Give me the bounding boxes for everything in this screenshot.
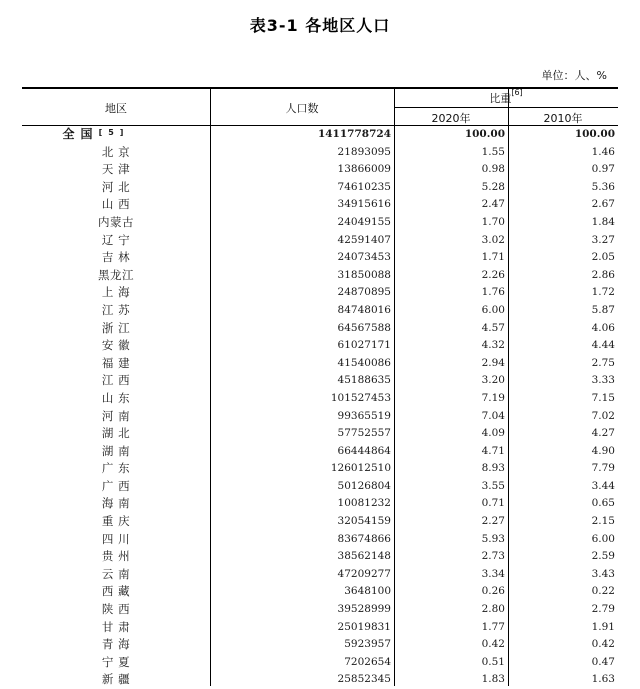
share-2010-cell: 1.63: [591, 673, 615, 686]
region-name-cell: 湖 南: [101, 443, 131, 458]
region-name-cell: 甘 肃: [101, 619, 131, 634]
region-name-cell: 吉 林: [101, 250, 131, 265]
share-2020-cell: 5.28: [481, 180, 505, 193]
share-2010-cell: 4.44: [591, 339, 615, 352]
table-row: [22, 372, 618, 390]
table-row: [22, 337, 618, 355]
region-name-cell: 江 苏: [101, 302, 131, 317]
header-population: 人口数: [285, 102, 319, 115]
table-row: [22, 284, 618, 302]
share-2020-cell: 2.73: [481, 550, 505, 563]
table-row: [22, 214, 618, 232]
share-2010-cell: 2.05: [591, 251, 615, 264]
share-2010-cell: 4.27: [591, 427, 615, 440]
table-row: [22, 478, 618, 496]
population-cell: 31850088: [337, 268, 391, 281]
population-cell: 126012510: [330, 462, 391, 475]
population-cell: 41540086: [337, 356, 391, 369]
share-2020-cell: 7.04: [481, 409, 505, 422]
share-2020-cell: 3.55: [481, 479, 505, 492]
table-row: [22, 601, 618, 619]
table-row: [22, 196, 618, 214]
region-name-cell: 江 西: [101, 373, 131, 388]
header-region: 地区: [105, 102, 127, 115]
share-2010-cell: 0.42: [591, 638, 615, 651]
share-2010-cell: 2.15: [591, 515, 615, 528]
region-name-cell: 安 徽: [101, 338, 131, 353]
share-2010-cell: 100.00: [574, 128, 615, 140]
share-2010-cell: 3.27: [591, 233, 615, 246]
population-cell: 45188635: [337, 374, 391, 387]
share-2020-cell: 1.70: [481, 215, 505, 228]
table-row: [22, 583, 618, 601]
region-rows: [22, 144, 618, 689]
table-row: [22, 619, 618, 637]
population-cell: 39528999: [337, 603, 391, 616]
share-2010-cell: 2.67: [591, 198, 615, 211]
share-2020-cell: 3.02: [481, 233, 505, 246]
share-2010-cell: 2.75: [591, 356, 615, 369]
share-2020-cell: 2.94: [481, 356, 505, 369]
share-2020-cell: 5.93: [481, 532, 505, 545]
region-name-cell: 海 南: [101, 496, 131, 511]
table-row: [22, 636, 618, 654]
population-cell: 1411778724: [317, 128, 391, 140]
share-2020-cell: 0.98: [481, 163, 505, 176]
region-name-cell: 浙 江: [101, 320, 131, 335]
unit-label: 单位：人、%: [541, 69, 607, 82]
table-row: [22, 390, 618, 408]
header-share-label: 比重: [489, 92, 512, 105]
share-2010-cell: 0.97: [591, 163, 615, 176]
population-cell: 24870895: [337, 286, 391, 299]
population-cell: 38562148: [337, 550, 391, 563]
table-row: [22, 320, 618, 338]
header-year-2020: 2020年: [431, 112, 471, 125]
table-row-total: [22, 126, 618, 144]
population-cell: 7202654: [344, 655, 391, 668]
region-name-cell: 青 海: [101, 637, 131, 652]
region-name-cell: 新 疆: [101, 672, 131, 687]
region-name-cell: 湖 北: [101, 426, 131, 441]
share-2010-cell: 4.90: [591, 444, 615, 457]
population-cell: 74610235: [337, 180, 391, 193]
table-row: [22, 654, 618, 672]
table-row: [22, 460, 618, 478]
share-2020-cell: 0.71: [481, 497, 505, 510]
share-2020-cell: 1.76: [481, 286, 505, 299]
header-share: [394, 90, 618, 106]
share-2020-cell: 1.55: [481, 145, 505, 158]
table-row: [22, 408, 618, 426]
table-row: [22, 425, 618, 443]
table-row: [22, 513, 618, 531]
share-2020-cell: 1.71: [481, 251, 505, 264]
region-name-cell: 山 东: [101, 390, 131, 405]
share-2010-cell: 3.43: [591, 567, 615, 580]
population-cell: 25852345: [337, 673, 391, 686]
population-cell: 66444864: [337, 444, 391, 457]
share-2010-cell: 0.22: [591, 585, 615, 598]
table-row: [22, 495, 618, 513]
population-cell: 32054159: [337, 515, 391, 528]
share-2020-cell: 0.42: [481, 638, 505, 651]
share-2010-cell: 3.44: [591, 479, 615, 492]
table-row: [22, 671, 618, 689]
region-name-cell: 重 庆: [101, 514, 131, 529]
share-2010-cell: 2.79: [591, 603, 615, 616]
share-2020-cell: 4.32: [481, 339, 505, 352]
share-2010-cell: 1.91: [591, 620, 615, 633]
share-2020-cell: 4.57: [481, 321, 505, 334]
population-cell: 13866009: [337, 163, 391, 176]
table-body: [22, 126, 618, 689]
region-name-cell: 山 西: [101, 197, 131, 212]
share-2020-cell: 2.26: [481, 268, 505, 281]
population-cell: 101527453: [330, 391, 391, 404]
share-2020-cell: 0.51: [481, 655, 505, 668]
total-note: [5]: [98, 128, 130, 137]
region-name-cell: 河 南: [101, 408, 131, 423]
share-2010-cell: 3.33: [591, 374, 615, 387]
share-2010-cell: 1.84: [591, 215, 615, 228]
population-cell: 84748016: [337, 303, 391, 316]
region-name-cell: 河 北: [101, 179, 131, 194]
table-row: [22, 355, 618, 373]
population-cell: 50126804: [337, 479, 391, 492]
share-2020-cell: 3.20: [481, 374, 505, 387]
table-top-rule: [22, 87, 618, 89]
population-cell: 25019831: [337, 620, 391, 633]
region-name-cell: 辽 宁: [101, 232, 131, 247]
population-cell: 10081232: [337, 497, 391, 510]
population-cell: 57752557: [337, 427, 391, 440]
table-row: [22, 249, 618, 267]
population-cell: 5923957: [344, 638, 391, 651]
share-2020-cell: 3.34: [481, 567, 505, 580]
header-year-2010: 2010年: [543, 112, 583, 125]
population-cell: 24049155: [337, 215, 391, 228]
table-row: [22, 232, 618, 250]
share-2020-cell: 1.77: [481, 620, 505, 633]
share-2020-cell: 1.83: [481, 673, 505, 686]
population-cell: 47209277: [337, 567, 391, 580]
table-row: [22, 267, 618, 285]
share-2010-cell: 7.02: [591, 409, 615, 422]
region-name-cell: 上 海: [101, 285, 131, 300]
region-name-cell: 广 西: [101, 478, 131, 493]
region-name-cell: 广 东: [101, 461, 131, 476]
region-name-total: [2, 126, 190, 144]
region-name-cell: 陕 西: [101, 602, 131, 617]
share-subheader-rule: [394, 107, 618, 108]
region-name-cell: 黑龙江: [98, 267, 134, 282]
population-cell: 24073453: [337, 251, 391, 264]
population-cell: 64567588: [337, 321, 391, 334]
header-share-note: [6]: [511, 88, 523, 97]
population-cell: 3648100: [344, 585, 391, 598]
share-2010-cell: 6.00: [591, 532, 615, 545]
share-2010-cell: 7.15: [591, 391, 615, 404]
region-name-cell: 云 南: [101, 566, 131, 581]
share-2010-cell: 5.36: [591, 180, 615, 193]
population-cell: 34915616: [337, 198, 391, 211]
share-2020-cell: 0.26: [481, 585, 505, 598]
share-2020-cell: 4.71: [481, 444, 505, 457]
region-name-cell: 宁 夏: [101, 654, 131, 669]
table-row: [22, 161, 618, 179]
share-2010-cell: 5.87: [591, 303, 615, 316]
table-row: [22, 566, 618, 584]
share-2010-cell: 1.46: [591, 145, 615, 158]
region-name-cell: 西 藏: [101, 584, 131, 599]
share-2010-cell: 2.86: [591, 268, 615, 281]
table-row: [22, 548, 618, 566]
population-cell: 21893095: [337, 145, 391, 158]
share-2010-cell: 0.65: [591, 497, 615, 510]
region-name-cell: 贵 州: [101, 549, 131, 564]
region-name-cell: 北 京: [101, 144, 131, 159]
share-2010-cell: 4.06: [591, 321, 615, 334]
share-2010-cell: 1.72: [591, 286, 615, 299]
population-cell: 83674866: [337, 532, 391, 545]
share-2020-cell: 7.19: [481, 391, 505, 404]
share-2010-cell: 2.59: [591, 550, 615, 563]
region-name-cell: 天 津: [101, 162, 131, 177]
table-row: [22, 179, 618, 197]
table-row: [22, 531, 618, 549]
table-row: [22, 144, 618, 162]
share-2020-cell: 2.27: [481, 515, 505, 528]
region-name-cell: 四 川: [101, 531, 131, 546]
table-title: 表3-1 各地区人口: [249, 16, 391, 35]
share-2010-cell: 0.47: [591, 655, 615, 668]
table-row: [22, 302, 618, 320]
share-2020-cell: 2.80: [481, 603, 505, 616]
share-2020-cell: 100.00: [464, 128, 505, 140]
population-cell: 61027171: [337, 339, 391, 352]
population-cell: 42591407: [337, 233, 391, 246]
population-cell: 99365519: [337, 409, 391, 422]
share-2020-cell: 6.00: [481, 303, 505, 316]
share-2020-cell: 8.93: [481, 462, 505, 475]
share-2020-cell: 4.09: [481, 427, 505, 440]
region-name-cell: 福 建: [101, 355, 131, 370]
total-label: 全国: [62, 127, 99, 141]
region-name-cell: 内蒙古: [98, 214, 134, 229]
share-2010-cell: 7.79: [591, 462, 615, 475]
share-2020-cell: 2.47: [481, 198, 505, 211]
table-row: [22, 443, 618, 461]
